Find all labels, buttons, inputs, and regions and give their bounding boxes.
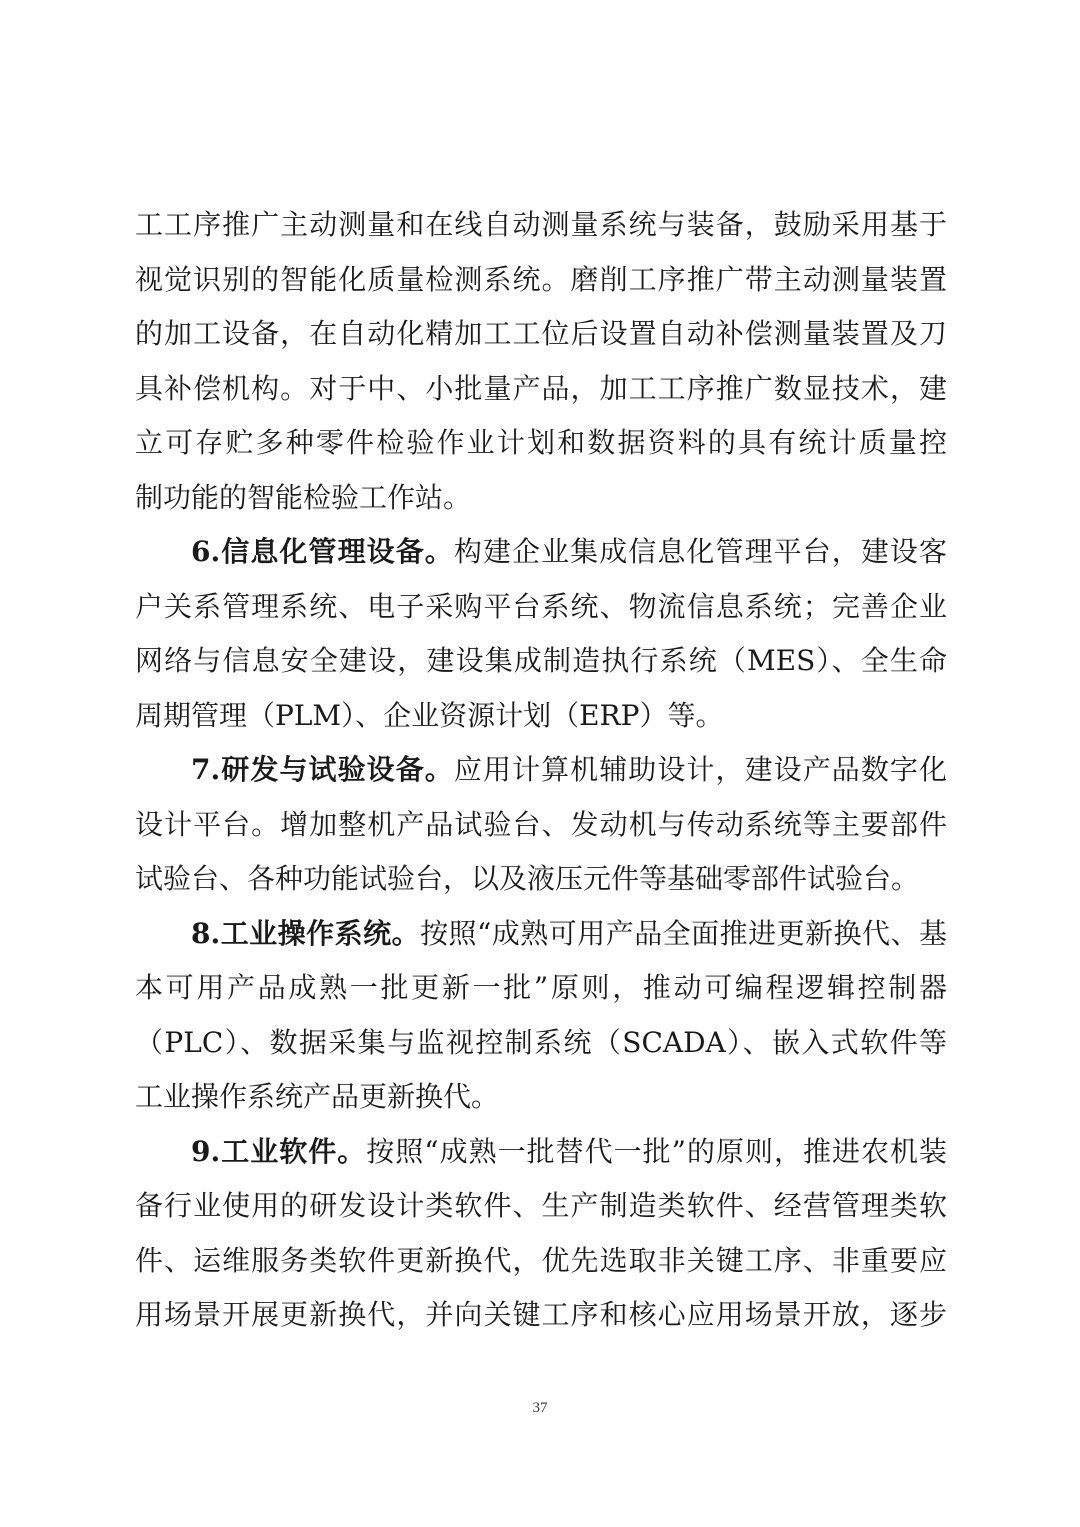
text-line: 周期管理（PLM）、企业资源计划（ERP）等。 [135, 698, 724, 732]
item-text: 按照“成熟可用产品全面推进更新换代、基 [420, 916, 947, 950]
text-line: 工工序推广主动测量和在线自动测量系统与装备，鼓励采用基于 [135, 208, 947, 241]
item-text: 构建企业集成信息化管理平台，建设客 [453, 535, 947, 568]
text-line: 件、运维服务类软件更新换代，优先选取非关键工序、非重要应 [135, 1243, 947, 1277]
body-text [135, 198, 947, 1343]
item-heading: 6.信息化管理设备。 [191, 535, 454, 568]
text-line: 具补偿机构。对于中、小批量产品，加工工序推广数显技术，建 [135, 371, 947, 405]
paragraph-first-line [135, 907, 947, 962]
text-line: 的加工设备，在自动化精加工工位后设置自动补偿测量装置及刀 [135, 317, 947, 350]
text-line: 户关系管理系统、电子采购平台系统、物流信息系统；完善企业 [135, 589, 947, 623]
text-line: 立可存贮多种零件检验作业计划和数据资料的具有统计质量控 [135, 426, 947, 459]
text-line: 工业操作系统产品更新换代。 [135, 1080, 500, 1113]
item-heading: 7.研发与试验设备。 [191, 753, 454, 786]
text-line: 设计平台。增加整机产品试验台、发动机与传动系统等主要部件 [135, 807, 947, 841]
paragraph-first-line [135, 1125, 947, 1180]
text-line: 用场景开展更新换代，并向关键工序和核心应用场景开放，逐步 [135, 1298, 947, 1331]
paragraph-item-9 [135, 1125, 947, 1343]
paragraph-first-line [135, 743, 947, 798]
text-line: 备行业使用的研发设计类软件、生产制造类软件、经营管理类软 [135, 1189, 947, 1222]
text-line: 本可用产品成熟一批更新一批”原则，推动可编程逻辑控制器 [135, 971, 947, 1004]
text-line: 试验台、各种功能试验台，以及液压元件等基础零部件试验台。 [135, 862, 920, 895]
text-line: 视觉识别的智能化质量检测系统。磨削工序推广带主动测量装置 [135, 262, 947, 296]
paragraph-first-line [135, 525, 947, 580]
paragraph-item-6 [135, 525, 947, 743]
item-heading: 9.工业软件。 [191, 1134, 367, 1168]
text-line: 网络与信息安全建设，建设集成制造执行系统（MES）、全生命 [135, 644, 947, 677]
text-line: 制功能的智能检验工作站。 [135, 480, 472, 514]
item-heading: 8.工业操作系统。 [191, 916, 421, 950]
item-text: 应用计算机辅助设计，建设产品数字化 [453, 753, 947, 786]
paragraph-item-7 [135, 743, 947, 907]
page-number: 37 [532, 1400, 548, 1416]
paragraph-continuation [135, 198, 947, 525]
paragraph-item-8 [135, 907, 947, 1125]
text-line: （PLC）、数据采集与监视控制系统（SCADA）、嵌入式软件等 [135, 1025, 947, 1059]
item-text: 按照“成熟一批替代一批”的原则，推进农机装 [366, 1134, 947, 1168]
